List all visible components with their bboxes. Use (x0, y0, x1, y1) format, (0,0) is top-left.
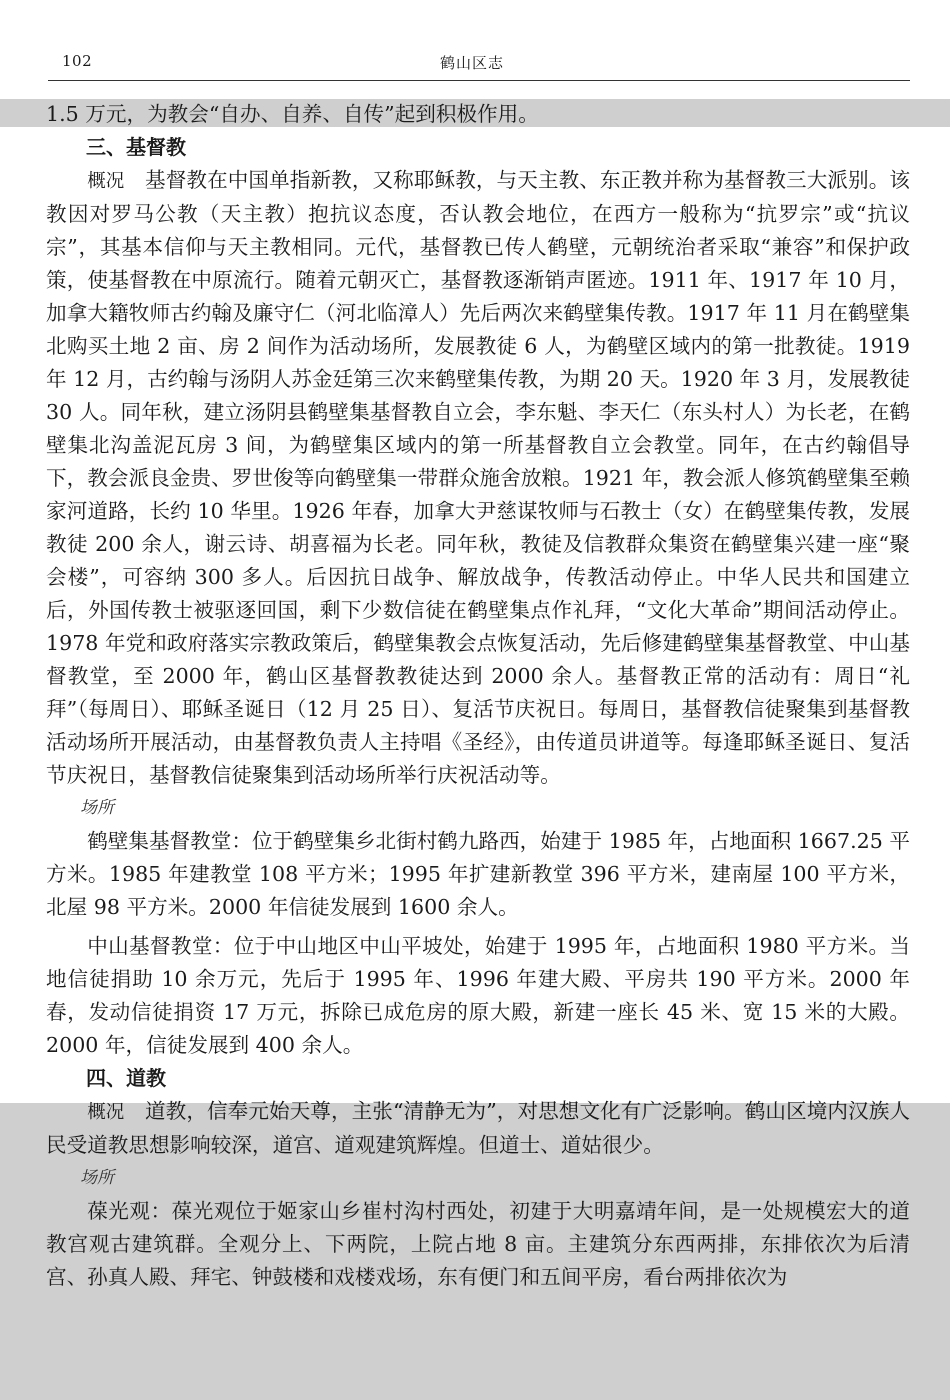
header-rule (48, 80, 910, 81)
place-paragraph-baoguang-temple: 葆光观：葆光观位于姬家山乡崔村沟村西处，初建于大明嘉靖年间，是一处规模宏大的道教宫观古建筑群。全观分上、下两院，上院占地 8 亩。主建筑分东西两排，东排依次为后清宫、孙真人殿、拜宅、钟鼓楼和戏楼戏场，东有便门和五间平房，看台两排依次为 (46, 1199, 910, 1289)
page-header (0, 0, 950, 86)
overview-paragraph-taoism (46, 1095, 910, 1162)
overview-text: 道教，信奉元始天尊，主张“清静无为”，对思想文化有广泛影响。鹤山区境内汉族人民受道教思想影响较深，道宫、道观建筑辉煌。但道士、道姑很少。 (46, 1099, 910, 1157)
place-paragraph-zhongshan-church: 中山基督教堂：位于中山地区中山平坡处，始建于 1995 年，占地面积 1980 平方米。当地信徒捐助 10 余万元，先后于 1995 年、1996 年建大殿、平房共 190 平方米。2000 年春，发动信徒捐资 17 万元，拆除已成危房的原大殿，新建一座长 45 米、宽 15 米的大殿。2000 年，信徒发展到 400 余人。 (46, 934, 910, 1057)
running-title: 鹤山区志 (440, 54, 505, 72)
places-label-christianity: 场所 (80, 798, 114, 818)
carryover-paragraph: 1.5 万元，为教会“自办、自养、自传”起到积极作用。 (46, 102, 539, 126)
overview-label: 概况 (87, 171, 125, 192)
overview-paragraph-christianity (46, 164, 910, 792)
place-paragraph-hebiji-church: 鹤壁集基督教堂：位于鹤壁集乡北街村鹤九路西，始建于 1985 年，占地面积 1667.25 平方米。1985 年建教堂 108 平方米；1995 年扩建新教堂 396 平方米，建南屋 100 平方米，北屋 98 平方米。2000 年信徒发展到 1600 余人。 (46, 829, 910, 919)
page-number: 102 (62, 52, 93, 70)
places-label-taoism: 场所 (80, 1168, 114, 1188)
overview-text: 基督教在中国单指新教，又称耶稣教，与天主教、东正教并称为基督教三大派别。该教因对罗马公教（天主教）抱抗议态度，否认教会地位，在西方一般称为“抗罗宗”或“抗议宗”，其基本信仰与天主教相同。元代，基督教已传人鹤壁，元朝统治者采取“兼容”和保护政策，使基督教在中原流行。随着元朝灭亡，基督教逐渐销声匿迹。1911 年、1917 年 10 月，加拿大籍牧师古约翰及廉守仁（河北临漳人）先后两次来鹤壁集传教。1917 年 11 月在鹤壁集北购买土地 2 亩、房 2 间作为活动场所，发展教徒 6 人，为鹤壁区域内的第一批教徒。1919 年 12 月，古约翰与汤阴人苏金廷第三次来鹤壁集传教，为期 20 天。1920 年 3 月，发展教徒 30 人。同年秋，建立汤阴县鹤壁集基督教自立会，李东魁、李天仁（东头村人）为长老，在鹤壁集北沟盖泥瓦房 3 间，为鹤壁集区域内的第一所基督教自立会教堂。同年，在古约翰倡导下，教会派良金贵、罗世俊等向鹤壁集一带群众施舍放粮。1921 年，教会派人修筑鹤壁集至赖家河道路，长约 10 华里。1926 年春，加拿大尹慈谋牧师与石教士（女）在鹤壁集传教，发展教徒 200 余人，谢云诗、胡喜福为长老。同年秋，教徒及信教群众集资在鹤壁集兴建一座“聚会楼”，可容纳 300 多人。后因抗日战争、解放战争，传教活动停止。中华人民共和国建立后，外国传教士被驱逐回国，剩下少数信徒在鹤壁集点作礼拜，“文化大革命”期间活动停止。1978 年党和政府落实宗教政策后，鹤壁集教会点恢复活动，先后修建鹤壁集基督教堂、中山基督教堂，至 2000 年，鹤山区基督教教徒达到 2000 余人。基督教正常的活动有：周日“礼拜”（每周日）、耶稣圣诞日（12 月 25 日）、复活节庆祝日。每周日，基督教信徒聚集到基督教活动场所开展活动，由基督教负责人主持唱《圣经》，由传道员讲道等。每逢耶稣圣诞日、复活节庆祝日，基督教信徒聚集到活动场所举行庆祝活动等。 (46, 168, 910, 787)
overview-label: 概况 (87, 1102, 125, 1123)
section-heading-taoism: 四、道教 (86, 1066, 166, 1090)
page-content (46, 98, 910, 1294)
section-heading-christianity: 三、基督教 (86, 135, 186, 159)
